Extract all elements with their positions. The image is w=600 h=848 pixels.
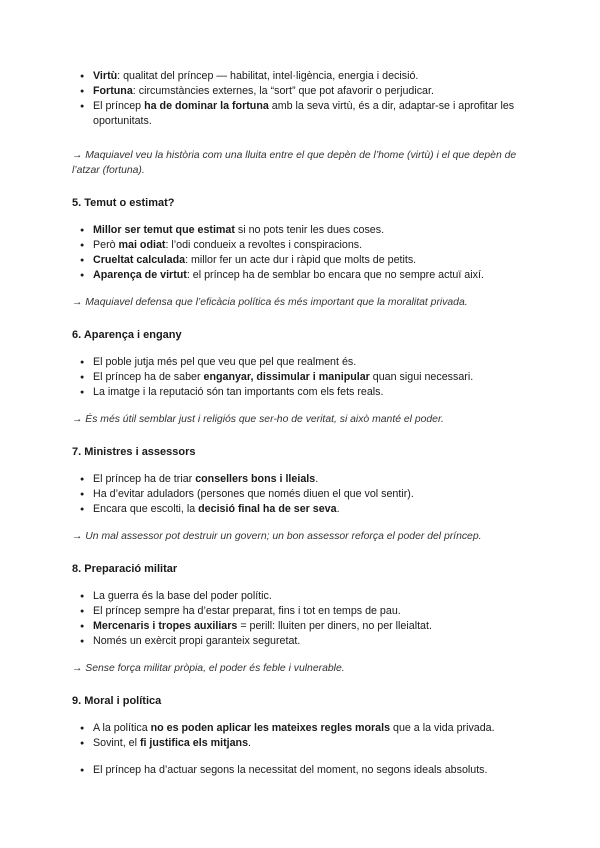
list-item bbox=[72, 370, 542, 385]
bold-text: fi justifica els mitjans bbox=[139, 737, 249, 749]
text-run: El príncep sempre ha d’estar preparat, fins i tot en temps de pau. bbox=[93, 605, 401, 617]
section-heading: 8. Preparació militar bbox=[72, 563, 178, 575]
text-run: : l’odi condueix a revoltes i conspiracions. bbox=[165, 239, 363, 251]
section-note: → Maquiavel veu la història com una lluita entre el que depèn de l’home (virtù) i el que depèn de l’atzar (fortuna). bbox=[72, 150, 517, 176]
section-list bbox=[72, 472, 542, 517]
text-run: El príncep ha d’actuar segons la necessitat del moment, no segons ideals absoluts. bbox=[93, 764, 488, 776]
section-list bbox=[72, 589, 542, 649]
bold-text: Virtù bbox=[93, 70, 118, 82]
list-item bbox=[72, 238, 542, 253]
page-body bbox=[72, 69, 542, 778]
text-run: La imatge i la reputació són tan importants com els fets reals. bbox=[93, 386, 384, 398]
text-run: El poble jutja més pel que veu que pel que realment és. bbox=[93, 356, 357, 368]
text-run: . bbox=[336, 503, 340, 515]
bullet-list bbox=[72, 763, 542, 778]
text-run: Ha d’evitar aduladors (persones que només diuen el que vol sentir). bbox=[93, 488, 414, 500]
bold-text: consellers bons i lleials bbox=[195, 473, 316, 485]
section-heading: 5. Temut o estimat? bbox=[72, 197, 175, 209]
list-item bbox=[72, 84, 542, 99]
bullet-list bbox=[72, 589, 542, 649]
text-run: : el príncep ha de semblar bo encara que no sempre actuï així. bbox=[186, 269, 484, 281]
section-heading: 9. Moral i política bbox=[72, 695, 162, 707]
bold-text: enganyar, dissimular i manipular bbox=[203, 371, 370, 383]
text-run: si no pots tenir les dues coses. bbox=[234, 224, 385, 236]
text-run: . bbox=[248, 737, 252, 749]
text-run: El príncep ha de triar bbox=[93, 473, 196, 485]
text-run: Encara que escolti, la bbox=[93, 503, 199, 515]
list-item bbox=[72, 763, 542, 778]
bold-text: ha de dominar la fortuna bbox=[144, 100, 269, 112]
bold-text: Crueltat calculada bbox=[93, 254, 186, 266]
list-item bbox=[72, 721, 542, 736]
list-item bbox=[72, 99, 542, 129]
text-run: Sovint, el bbox=[93, 737, 140, 749]
text-run: : millor fer un acte dur i ràpid que molts de petits. bbox=[185, 254, 417, 266]
text-run: : qualitat del príncep — habilitat, intel·ligència, energia i decisió. bbox=[117, 70, 419, 82]
text-run: : circumstàncies externes, la “sort” que pot afavorir o perjudicar. bbox=[132, 85, 434, 97]
list-item bbox=[72, 472, 542, 487]
list-item bbox=[72, 619, 542, 634]
text-run: amb la seva virtù, és a dir, adaptar-se i aprofitar les oportunitats. bbox=[93, 100, 515, 127]
text-run: . bbox=[315, 473, 319, 485]
bold-text: Fortuna bbox=[93, 85, 133, 97]
section-list bbox=[72, 355, 542, 400]
section-note: → Un mal assessor pot destruir un govern; un bon assessor reforça el poder del príncep. bbox=[72, 531, 482, 542]
text-run: que a la vida privada. bbox=[390, 722, 495, 734]
bold-text: no es poden aplicar les mateixes regles morals bbox=[150, 722, 391, 734]
bold-text: Mercenaris i tropes auxiliars bbox=[93, 620, 238, 632]
list-item bbox=[72, 69, 542, 84]
list-item bbox=[72, 223, 542, 238]
intro-list bbox=[72, 69, 542, 129]
bullet-list bbox=[72, 223, 542, 283]
list-item bbox=[72, 634, 542, 649]
text-run: = perill: lluiten per diners, no per lleialtat. bbox=[237, 620, 432, 632]
bold-text: Millor ser temut que estimat bbox=[93, 224, 235, 236]
text-run: Però bbox=[93, 239, 119, 251]
list-item bbox=[72, 268, 542, 283]
section-note: → És més útil semblar just i religiós que ser-ho de veritat, si això manté el poder. bbox=[72, 414, 444, 425]
bold-text: mai odiat bbox=[118, 239, 166, 251]
text-run: Només un exèrcit propi garanteix seguretat. bbox=[93, 635, 301, 647]
list-item bbox=[72, 487, 542, 502]
section-heading: 7. Ministres i assessors bbox=[72, 446, 196, 458]
list-item bbox=[72, 589, 542, 604]
text-run: quan sigui necessari. bbox=[369, 371, 474, 383]
bullet-list bbox=[72, 355, 542, 400]
list-item bbox=[72, 502, 542, 517]
list-item bbox=[72, 253, 542, 268]
list-item bbox=[72, 385, 542, 400]
bold-text: Aparença de virtut bbox=[93, 269, 187, 281]
bold-text: decisió final ha de ser seva bbox=[198, 503, 337, 515]
section-heading: 6. Aparença i engany bbox=[72, 329, 182, 341]
bullet-list bbox=[72, 69, 542, 129]
text-run: La guerra és la base del poder polític. bbox=[93, 590, 272, 602]
list-item bbox=[72, 355, 542, 370]
text-run: El príncep bbox=[93, 100, 145, 112]
list-item bbox=[72, 604, 542, 619]
section-list bbox=[72, 721, 542, 751]
section-note: → Maquiavel defensa que l’eficàcia política és més important que la moralitat privada. bbox=[72, 297, 468, 308]
bullet-list bbox=[72, 472, 542, 517]
bullet-list bbox=[72, 721, 542, 751]
list-item bbox=[72, 736, 542, 751]
text-run: A la política bbox=[93, 722, 151, 734]
section-list bbox=[72, 223, 542, 283]
text-run: El príncep ha de saber bbox=[93, 371, 204, 383]
section-list-extra bbox=[72, 763, 542, 778]
section-note: → Sense força militar pròpia, el poder és feble i vulnerable. bbox=[72, 663, 345, 674]
